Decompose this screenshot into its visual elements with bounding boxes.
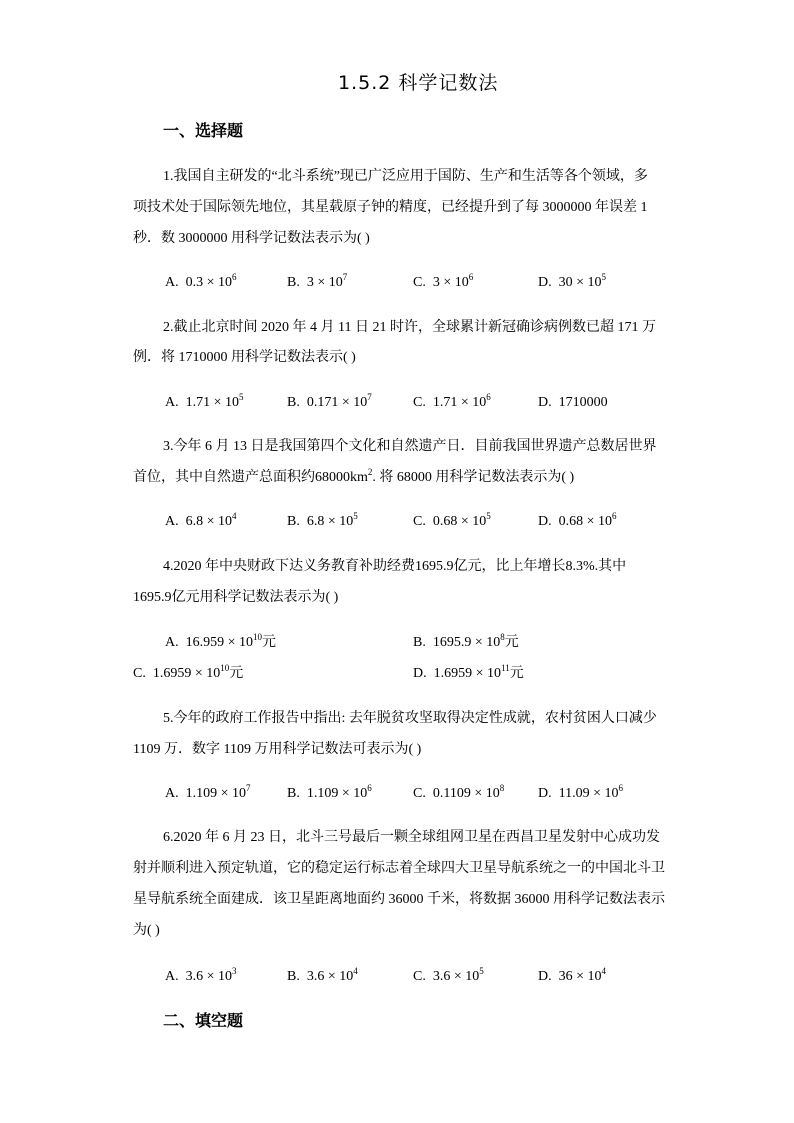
option-label: A. [165, 514, 179, 529]
option-label: B. [287, 786, 300, 801]
question-5-option-b [287, 784, 372, 804]
option-exponent: 3 [232, 966, 237, 976]
option-value: 3.6 × 10 [306, 969, 354, 984]
question-2-option-b [287, 393, 372, 413]
option-exponent: 6 [486, 392, 491, 402]
question-2-line-2: 例．将 1710000 用科学记数法表示( ) [133, 350, 356, 365]
option-value: 1710000 [558, 395, 608, 410]
option-exponent: 6 [468, 272, 474, 282]
option-exponent: 4 [232, 511, 237, 521]
option-label: A. [165, 969, 179, 984]
option-unit: 元 [504, 635, 519, 650]
question-4-option-d [413, 664, 524, 684]
option-exponent: 11 [501, 663, 510, 673]
question-3-option-c [413, 512, 491, 532]
question-5-line-2: 1109 万．数字 1109 万用科学记数法可表示为( ) [133, 742, 422, 757]
option-exponent: 5 [486, 511, 491, 521]
option-exponent: 4 [353, 966, 358, 976]
option-exponent: 8 [500, 632, 505, 642]
option-exponent: 5 [601, 272, 607, 282]
option-label: D. [538, 969, 552, 984]
option-label: B. [413, 635, 426, 650]
question-1-option-c [413, 273, 473, 293]
section-heading-fill-in: 二、填空题 [163, 1011, 244, 1030]
option-exponent: 4 [601, 966, 607, 976]
option-label: B. [287, 395, 300, 410]
option-exponent: 5 [239, 392, 244, 402]
option-value: 3 × 10 [432, 275, 469, 290]
question-1-line-2: 项技术处于国际领先地位，其星载原子钟的精度，已经提升到了每 3000000 年误差 1 [133, 200, 648, 215]
option-label: D. [538, 395, 552, 410]
option-label: C. [413, 786, 426, 801]
question-1-line-1: 1.我国自主研发的“北斗系统”现已广泛应用于国防、生产和生活等各个领域，多 [163, 169, 648, 184]
question-4-line-1: 4.2020 年中央财政下达义务教育补助经费1695.9亿元，比上年增长8.3%.其中 [163, 559, 627, 574]
question-6-option-a [165, 967, 237, 987]
option-exponent: 5 [479, 966, 484, 976]
question-6-option-b [287, 967, 358, 987]
question-2-option-a [165, 393, 244, 413]
question-6-line-4: 为( ) [133, 923, 160, 938]
option-value: 0.68 × 10 [558, 514, 613, 529]
question-3-line-2-text: 首位，其中自然遗产总面积约68000km [133, 470, 368, 485]
question-5-line-1: 5.今年的政府工作报告中指出: 去年脱贫攻坚取得决定性成就，农村贫困人口减少 [163, 711, 657, 726]
option-exponent: 6 [612, 511, 617, 521]
question-3-line-2 [133, 468, 574, 488]
question-6-line-1: 6.2020 年 6 月 23 日，北斗三号最后一颗全球组网卫星在西昌卫星发射中心成功发 [163, 830, 660, 845]
option-value: 3.6 × 10 [185, 969, 233, 984]
option-label: A. [165, 275, 179, 290]
option-value: 0.3 × 10 [185, 275, 233, 290]
option-value: 30 × 10 [558, 275, 602, 290]
option-value: 1.71 × 10 [185, 395, 240, 410]
question-4-option-b [413, 633, 519, 653]
section-heading-choice: 一、选择题 [163, 121, 244, 140]
option-value: 0.68 × 10 [432, 514, 487, 529]
option-label: A. [165, 786, 179, 801]
question-6-option-d [538, 967, 606, 987]
question-5-option-d [538, 784, 623, 804]
option-exponent: 5 [353, 511, 358, 521]
option-label: B. [287, 514, 300, 529]
option-label: B. [287, 969, 300, 984]
option-unit: 元 [262, 635, 277, 650]
question-2-option-c [413, 393, 491, 413]
question-4-option-a [165, 633, 276, 653]
question-1-option-d [538, 273, 606, 293]
option-label: C. [133, 666, 146, 681]
option-value: 1.109 × 10 [306, 786, 368, 801]
question-3-line-1: 3.今年 6 月 13 日是我国第四个文化和自然遗产日．目前我国世界遗产总数居世界 [163, 439, 657, 454]
option-label: A. [165, 635, 179, 650]
option-label: D. [538, 514, 552, 529]
option-label: D. [538, 275, 552, 290]
option-label: D. [413, 666, 427, 681]
option-value: 1.6959 × 10 [433, 666, 502, 681]
option-exponent: 8 [499, 783, 505, 793]
option-unit: 元 [509, 666, 524, 681]
option-label: D. [538, 786, 552, 801]
option-value: 1.6959 × 10 [152, 666, 221, 681]
question-2-option-d [538, 393, 608, 413]
option-unit: 元 [229, 666, 244, 681]
question-5-option-c [413, 784, 504, 804]
option-exponent: 10 [220, 663, 230, 673]
area-unit-exponent: 2 [367, 467, 373, 477]
option-value: 11.09 × 10 [558, 786, 619, 801]
option-value: 3.6 × 10 [432, 969, 480, 984]
question-5-option-a [165, 784, 251, 804]
question-3-option-d [538, 512, 617, 532]
question-6-line-3: 星导航系统全面建成．该卫星距离地面约 36000 千米，将数据 36000 用科学记数法表示 [133, 892, 665, 907]
option-exponent: 6 [367, 783, 372, 793]
option-value: 1.71 × 10 [432, 395, 487, 410]
option-value: 0.171 × 10 [306, 395, 368, 410]
option-label: C. [413, 275, 426, 290]
question-1-option-b [287, 273, 347, 293]
question-1-line-3: 秒．数 3000000 用科学记数法表示为( ) [133, 231, 370, 246]
question-1-option-a [165, 273, 237, 293]
question-6-line-2: 射并顺利进入预定轨道，它的稳定运行标志着全球四大卫星导航系统之一的中国北斗卫 [133, 861, 665, 876]
option-exponent: 6 [232, 272, 237, 282]
option-value: 16.959 × 10 [185, 635, 254, 650]
option-exponent: 7 [342, 272, 348, 282]
question-2-line-1: 2.截止北京时间 2020 年 4 月 11 日 21 时许，全球累计新冠确诊病例数已超 171 万 [163, 320, 656, 335]
option-value: 0.1109 × 10 [432, 786, 500, 801]
option-exponent: 7 [367, 392, 372, 402]
option-label: A. [165, 395, 179, 410]
option-exponent: 10 [253, 632, 263, 642]
question-3-line-2-tail: . 将 68000 用科学记数法表示为( ) [372, 470, 575, 485]
option-value: 6.8 × 10 [306, 514, 354, 529]
option-value: 1695.9 × 10 [432, 635, 501, 650]
question-3-option-a [165, 512, 237, 532]
option-label: C. [413, 514, 426, 529]
option-value: 3 × 10 [306, 275, 343, 290]
page-title: 1.5.2 科学记数法 [338, 72, 499, 94]
option-value: 1.109 × 10 [185, 786, 247, 801]
option-label: B. [287, 275, 300, 290]
question-4-option-c [133, 664, 243, 684]
option-label: C. [413, 969, 426, 984]
question-3-option-b [287, 512, 358, 532]
option-exponent: 6 [618, 783, 624, 793]
option-exponent: 7 [246, 783, 251, 793]
option-label: C. [413, 395, 426, 410]
question-4-line-2: 1695.9亿元用科学记数法表示为( ) [133, 590, 339, 605]
question-6-option-c [413, 967, 484, 987]
option-value: 6.8 × 10 [185, 514, 233, 529]
option-value: 36 × 10 [558, 969, 602, 984]
